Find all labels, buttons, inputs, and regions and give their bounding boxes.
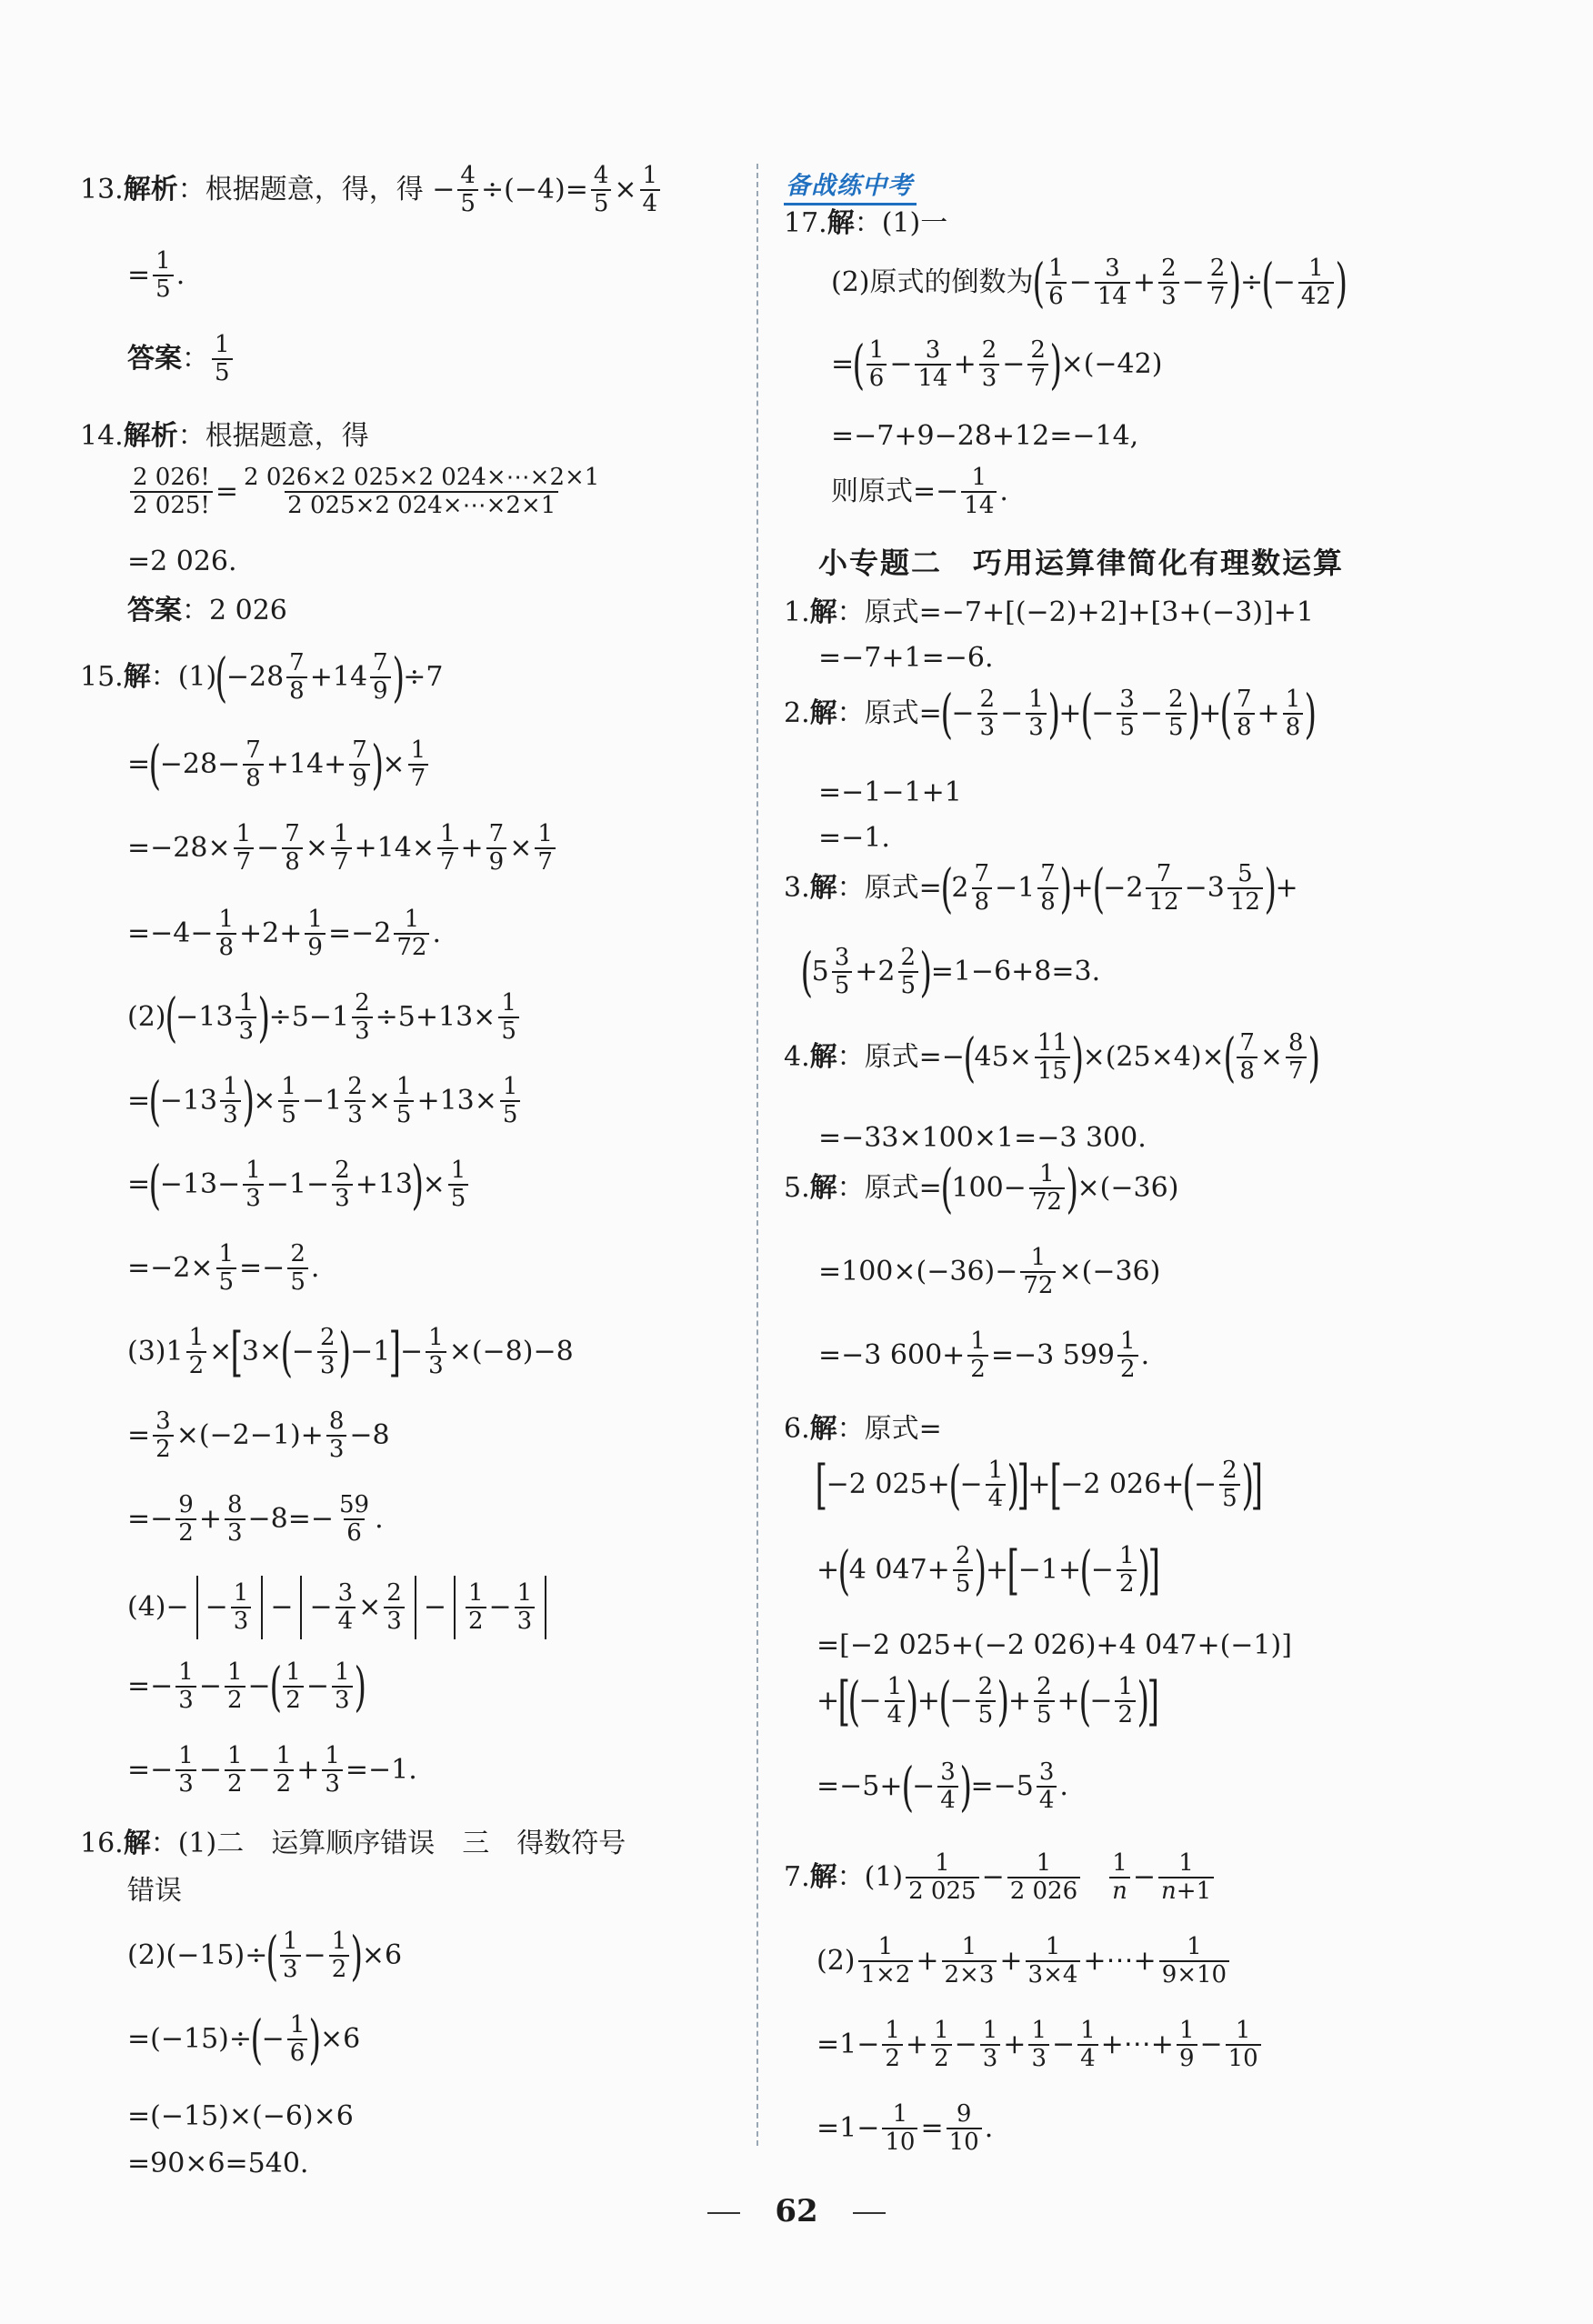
p15-line13: =− $\frac{1}{3}$ − $\frac{1}{2}$ − ( $\frac{1}{2}$ − $\frac{1}{3}$ )	[127, 1655, 366, 1718]
p16-line6: =90×6=540.	[127, 2148, 309, 2179]
q4-line1: 4. 解 ：原式=− ( 45× $\frac{11}{15}$ ) ×(25×4)× ( $\frac{7}{8}$ × $\frac{8}{7}$ )	[784, 1026, 1320, 1088]
p13-line1: 13. 解析 ： 根据题意，得 ，得 − $\frac{4}{5}$ ÷(−4)= $\frac{4}{5}$ × $\frac{1}{4}$	[80, 163, 663, 217]
p15-line11: =− $\frac{9}{2}$ + $\frac{8}{3}$ −8=− $\frac{59}{6}$ .	[127, 1491, 384, 1548]
q5-line2: =100×(−36)− $\frac{1}{72}$ ×(−36)	[818, 1244, 1161, 1300]
q3-line1: 3. 解 ：原式= ( 2 $\frac{7}{8}$ −1 $\frac{7}{8}$ ) + ( −2 $\frac{7}{12}$ −3 $\frac{5}{12}$ ) +	[784, 856, 1298, 919]
q2-line1: 2. 解 ：原式= ( − $\frac{2}{3}$ − $\frac{1}{3}$ ) + ( − $\frac{3}{5}$ − $\frac{2}{5}$ ) + ( $\frac{7}{8}$ + $\frac{1}{8}$ )	[784, 682, 1317, 745]
p15-line5: (2) ( −13 $\frac{1}{3}$ ) ÷5−1 $\frac{2}{3}$ ÷5+13× $\frac{1}{5}$	[127, 990, 522, 1045]
p15-line8: =−2× $\frac{1}{5}$ =− $\frac{2}{5}$ .	[127, 1240, 320, 1297]
p16-line4: =(−15)÷ ( − $\frac{1}{6}$ ) ×6	[127, 2008, 361, 2070]
p13-answer: 答案 ： $\frac{1}{5}$	[127, 332, 235, 386]
p17-line3: = ( $\frac{1}{6}$ − $\frac{3}{14}$ + $\frac{2}{3}$ − $\frac{2}{7}$ ) ×(−42)	[831, 333, 1163, 396]
p17-line5: 则原式= − $\frac{1}{14}$ .	[831, 464, 1008, 520]
p15-line1: 15. 解 ：(1) ( −28 $\frac{7}{8}$ +14 $\frac{7}{9}$ ) ÷7	[80, 646, 444, 708]
p15-line3: =−28× $\frac{1}{7}$ − $\frac{7}{8}$ × $\frac{1}{7}$ +14× $\frac{1}{7}$ + $\frac{7}{9}$ × $\frac{1}{7}$	[127, 821, 558, 876]
section-badge: 备战练中考	[784, 165, 917, 205]
p15-line10: = $\frac{3}{2}$ ×(−2−1)+ $\frac{8}{3}$ −8	[127, 1407, 390, 1464]
p16-line2: 错误	[127, 1875, 182, 1907]
column-divider	[756, 164, 758, 2146]
p15-line14: =− $\frac{1}{3}$ − $\frac{1}{2}$ − $\frac{1}{2}$ + $\frac{1}{3}$ =−1.	[127, 1742, 417, 1798]
p16-line1: 16. 解 ： (1)二 运算顺序错误 三 得数符号	[80, 1828, 626, 1859]
p14-line1: 14. 解析 ： 根据题意，得	[80, 420, 369, 452]
p15-line6: = ( −13 $\frac{1}{3}$ ) × $\frac{1}{5}$ −1 $\frac{2}{3}$ × $\frac{1}{5}$ +13× $\frac{1}{5}$	[127, 1074, 523, 1128]
q2-line2: =−1−1+1	[818, 776, 962, 808]
p15-line7: = ( −13− $\frac{1}{3}$ −1− $\frac{2}{3}$ +13 ) × $\frac{1}{5}$	[127, 1157, 471, 1212]
q3-line2: ( 5 $\frac{3}{5}$ +2 $\frac{2}{5}$ ) =1−6+8=3.	[800, 940, 1101, 1003]
q7-line3: =1− $\frac{1}{2}$ + $\frac{1}{2}$ − $\frac{1}{3}$ + $\frac{1}{3}$ − $\frac{1}{4}$ +⋯+ $\frac{1}{9}$ − $\frac{1}{10}$	[817, 2018, 1264, 2072]
q5-line1: 5. 解 ：原式= ( 100− $\frac{1}{72}$ ) ×(−36)	[784, 1157, 1179, 1219]
p15-line9: (3)1 $\frac{1}{2}$ × [ 3× ( − $\frac{2}{3}$ ) −1 ] − $\frac{1}{3}$ ×(−8)−8	[127, 1320, 574, 1383]
q7-line4: =1− $\frac{1}{10}$ = $\frac{9}{10}$ .	[817, 2100, 994, 2157]
q1-line1: 1. 解 ： 原式=−7+[(−2)+2]+[3+(−3)]+1	[784, 596, 1315, 628]
section-title: 小专题二 巧用运算律简化有理数运算	[818, 546, 1345, 580]
q4-line2: =−33×100×1=−3 300.	[818, 1122, 1147, 1154]
p16-line5: =(−15)×(−6)×6	[127, 2100, 354, 2132]
p17-line4: =−7+9−28+12=−14,	[831, 420, 1139, 452]
p15-line12: (4)− − $\frac{1}{3}$ − − $\frac{3}{4}$ × $\frac{2}{3}$ − $\frac{1}{2}$ − $\frac{1}{3}$	[127, 1576, 554, 1639]
p17-line1: 17. 解 ： (1)一	[784, 207, 948, 239]
p13-line2: = $\frac{1}{5}$ .	[127, 247, 185, 304]
q6-line5: + [ ( − $\frac{1}{4}$ ) + ( − $\frac{2}{5}$ ) + $\frac{2}{5}$ + ( − $\frac{1}{2}$ ) ]	[817, 1669, 1159, 1732]
q7-line1: 7. 解 ：(1) $\frac{1}{2 025}$ − $\frac{1}{2 026}$ $\frac{1}{n}$ − $\frac{1}{n+1}$	[784, 1850, 1217, 1905]
p14-line3: =2 026.	[127, 546, 237, 577]
page-number-dash-left	[707, 2212, 740, 2214]
q1-line2: =−7+1=−6.	[818, 642, 994, 674]
q6-line1: 6. 解 ： 原式=	[784, 1413, 942, 1445]
q6-line4: =[−2 025+(−2 026)+4 047+(−1)]	[817, 1629, 1292, 1661]
q2-line3: =−1.	[818, 822, 890, 854]
q6-line2: [ −2 025+ ( − $\frac{1}{4}$ ) ] + [ −2 026+ ( − $\frac{2}{5}$ ) ]	[815, 1453, 1264, 1516]
q7-line2: (2) $\frac{1}{1\times 2}$ + $\frac{1}{2\times 3}$ + $\frac{1}{3\times 4}$ +⋯+ $\frac{1}{9\times 10}$	[817, 1934, 1232, 1988]
p14-answer: 答案 ： 2 026	[127, 595, 287, 626]
page-number: 62	[0, 2193, 1593, 2229]
p16-line3: (2)(−15)÷ ( $\frac{1}{3}$ − $\frac{1}{2}$ ) ×6	[127, 1924, 403, 1987]
p15-line4: =−4− $\frac{1}{8}$ +2+ $\frac{1}{9}$ =−2 $\frac{1}{72}$ .	[127, 906, 441, 962]
p14-line2: $\frac{2 026!}{2 025!}$ = $\frac{2 026\times 2 025\times 2 024\times\cdots\times 2\times 1}{2 025\times 2 024\times\cdots\times 2\times 1}$	[127, 465, 605, 519]
q5-line3: =−3 600+ $\frac{1}{2}$ =−3 599 $\frac{1}{2}$ .	[818, 1327, 1150, 1384]
p17-line2: (2)原式的倒数为 ( $\frac{1}{6}$ − $\frac{3}{14}$ + $\frac{2}{3}$ − $\frac{2}{7}$ ) ÷ ( − $\frac{1}{42}$ )	[831, 251, 1348, 314]
page-number-dash-right	[853, 2212, 886, 2214]
q6-line6: =−5+ ( − $\frac{3}{4}$ ) =−5 $\frac{3}{4}$ .	[817, 1755, 1068, 1818]
p15-line2: = ( −28− $\frac{7}{8}$ +14+ $\frac{7}{9}$ ) × $\frac{1}{7}$	[127, 737, 431, 792]
q6-line3: + ( 4 047+ $\frac{2}{5}$ ) + [ −1+ ( − $\frac{1}{2}$ ) ]	[817, 1538, 1161, 1601]
